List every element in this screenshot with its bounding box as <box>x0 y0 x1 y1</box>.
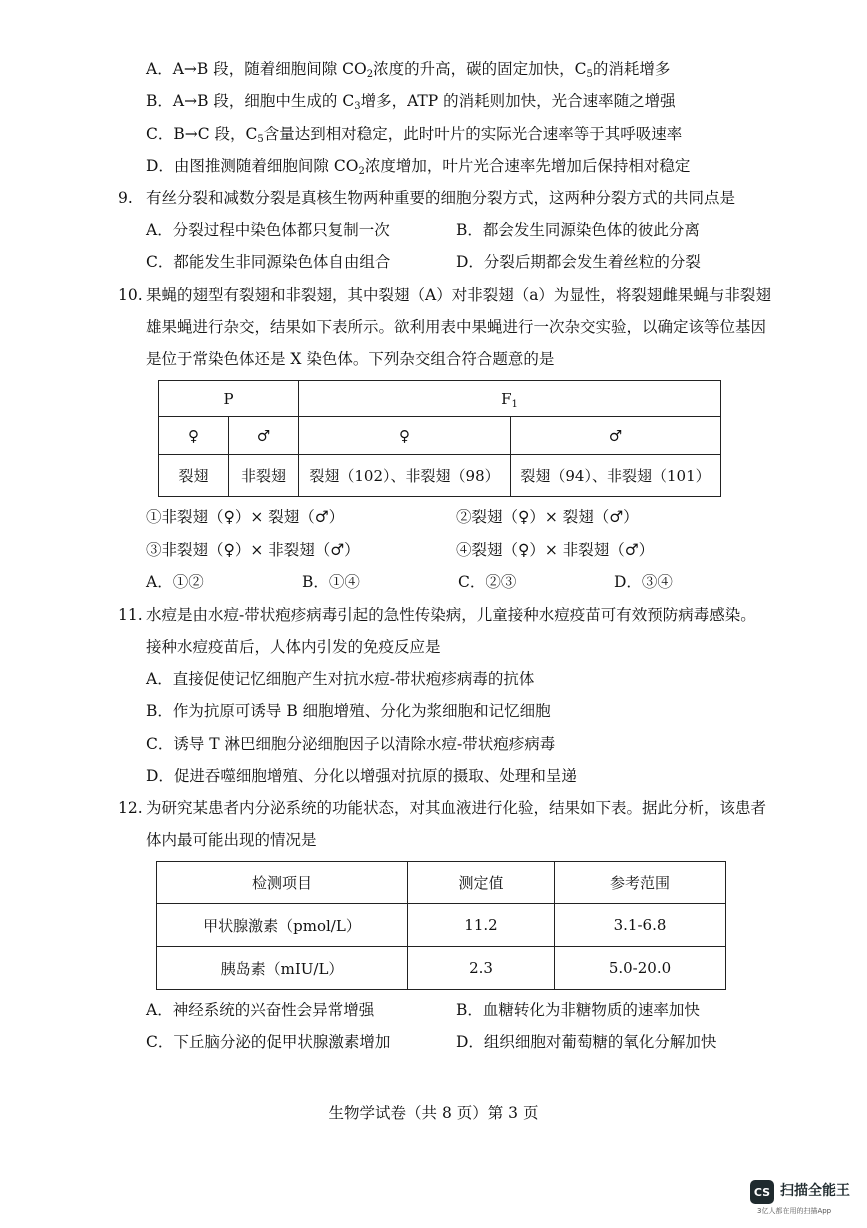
row-value: 11.2 <box>408 904 555 947</box>
q10-option-a: A．①② <box>146 573 204 591</box>
row-value: 2.3 <box>408 947 555 990</box>
row-range: 5.0-20.0 <box>555 947 726 990</box>
q11-option-d: D．促进吞噬细胞增殖、分化以增强对抗原的摄取、处理和呈递 <box>146 767 577 785</box>
q11-option-c: C．诱导 T 淋巴细胞分泌细胞因子以清除水痘-带状疱疹病毒 <box>146 735 556 753</box>
q9-number: 9. <box>118 189 133 207</box>
q10-number: 10. <box>118 286 143 304</box>
row-range: 3.1-6.8 <box>555 904 726 947</box>
q10-option-b: B．①④ <box>302 573 360 591</box>
q9-option-a: A．分裂过程中染色体都只复制一次 <box>146 221 390 239</box>
q10-cross-table <box>158 380 721 497</box>
q8-option-d: D．由图推测随着细胞间隙 $CO_2$浓度增加，叶片光合速率先增加后保持相对稳定 <box>146 157 691 177</box>
q10-stem-line-2: 雄果蝇进行杂交，结果如下表所示。欲利用表中果蝇进行一次杂交实验，以确定该等位基因 <box>146 318 767 336</box>
table-row <box>157 947 726 990</box>
row-item: 胰岛素（mIU/L） <box>157 947 408 990</box>
female-symbol: ♀ <box>159 417 229 455</box>
page-footer: 生物学试卷（共 8 页）第 3 页 <box>328 1104 539 1122</box>
q11-stem-line-1: 水痘是由水痘-带状疱疹病毒引起的急性传染病，儿童接种水痘疫苗可有效预防病毒感染。 <box>146 606 756 624</box>
male-symbol: ♂ <box>229 417 299 455</box>
camscanner-logo-icon: CS <box>750 1180 774 1204</box>
header-test-item: 检测项目 <box>157 862 408 904</box>
q9-option-b: B．都会发生同源染色体的彼此分离 <box>456 221 700 239</box>
q12-option-b: B．血糖转化为非糖物质的速率加快 <box>456 1001 700 1019</box>
q10-stem-line-3: 是位于常染色体还是 X 染色体。下列杂交组合符合题意的是 <box>146 350 555 368</box>
f1-male-result: 裂翅（94）、非裂翅（101） <box>511 455 721 497</box>
q8-option-a: A．A→B 段，随着细胞间隙 $CO_2$浓度的升高，碳的固定加快，$C_5$的消耗增多 <box>146 60 671 80</box>
q10-stem-line-1: 果蝇的翅型有裂翅和非裂翅，其中裂翅（A）对非裂翅（a）为显性，将裂翅雌果蝇与非裂翅 <box>146 286 771 304</box>
q12-stem-line-2: 体内最可能出现的情况是 <box>146 831 317 849</box>
watermark-tagline: 3亿人都在用的扫描App <box>757 1207 832 1215</box>
f1-male-symbol: ♂ <box>511 417 721 455</box>
q11-number: 11. <box>118 606 143 624</box>
table-header-p: P <box>159 381 299 417</box>
q10-option-c: C．②③ <box>458 573 517 591</box>
q12-option-a: A．神经系统的兴奋性会异常增强 <box>146 1001 375 1019</box>
table-row <box>157 904 726 947</box>
q9-option-c: C．都能发生非同源染色体自由组合 <box>146 253 391 271</box>
p-female-phenotype: 裂翅 <box>159 455 229 497</box>
q12-number: 12. <box>118 799 143 817</box>
q12-option-c: C．下丘脑分泌的促甲状腺激素增加 <box>146 1033 391 1051</box>
header-measured: 测定值 <box>408 862 555 904</box>
q10-option-d: D．③④ <box>614 573 673 591</box>
q11-option-a: A．直接促使记忆细胞产生对抗水痘-带状疱疹病毒的抗体 <box>146 670 535 688</box>
q9-stem: 有丝分裂和减数分裂是真核生物两种重要的细胞分裂方式，这两种分裂方式的共同点是 <box>146 189 736 207</box>
q9-option-d: D．分裂后期都会发生着丝粒的分裂 <box>456 253 701 271</box>
q8-option-b: B．A→B 段，细胞中生成的 $C_3$增多，ATP 的消耗则加快，光合速率随之增强 <box>146 92 676 112</box>
q10-cross-3: ③非裂翅（♀）× 非裂翅（♂） <box>146 541 360 559</box>
q10-cross-2: ②裂翅（♀）× 裂翅（♂） <box>456 508 639 526</box>
q10-cross-4: ④裂翅（♀）× 非裂翅（♂） <box>456 541 655 559</box>
q8-option-c: C．B→C 段，$C_5$含量达到相对稳定，此时叶片的实际光合速率等于其呼吸速率 <box>146 125 683 145</box>
q12-stem-line-1: 为研究某患者内分泌系统的功能状态，对其血液进行化验，结果如下表。据此分析，该患者 <box>146 799 767 817</box>
q11-stem-line-2: 接种水痘疫苗后，人体内引发的免疫反应是 <box>146 638 441 656</box>
q12-lab-table <box>156 861 726 990</box>
watermark-app-name: 扫描全能王 <box>780 1183 850 1199</box>
q11-option-b: B．作为抗原可诱导 B 细胞增殖、分化为浆细胞和记忆细胞 <box>146 702 551 720</box>
p-male-phenotype: 非裂翅 <box>229 455 299 497</box>
header-reference: 参考范围 <box>555 862 726 904</box>
f1-female-result: 裂翅（102）、非裂翅（98） <box>299 455 511 497</box>
q10-cross-1: ①非裂翅（♀）× 裂翅（♂） <box>146 508 345 526</box>
q12-option-d: D．组织细胞对葡萄糖的氧化分解加快 <box>456 1033 717 1051</box>
row-item: 甲状腺激素（pmol/L） <box>157 904 408 947</box>
f1-female-symbol: ♀ <box>299 417 511 455</box>
table-header-f1: $F_1$ <box>299 381 721 417</box>
